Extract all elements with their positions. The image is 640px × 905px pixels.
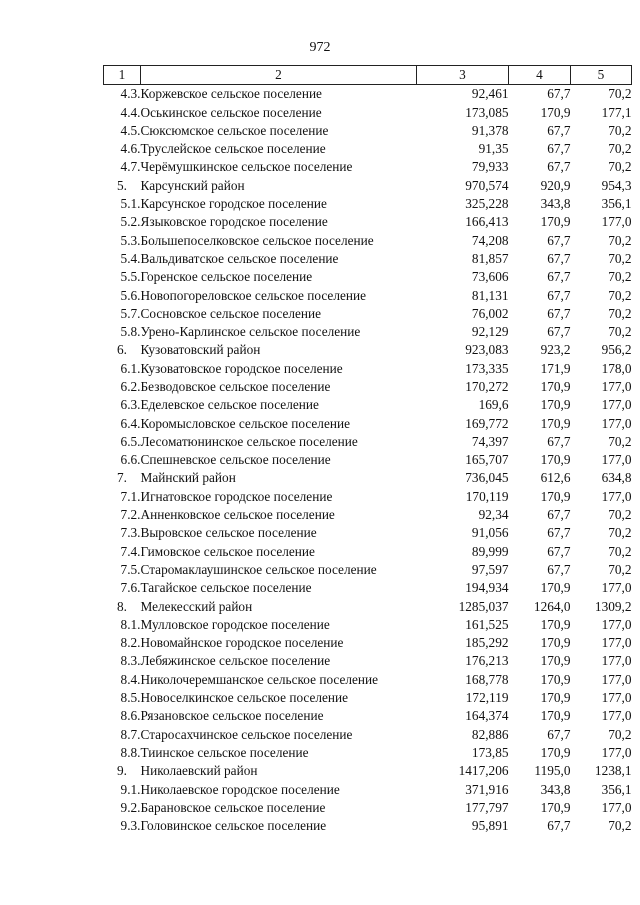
value-col5-cell: 70,2 bbox=[608, 287, 632, 303]
value-col5-cell: 1238,1 bbox=[594, 763, 632, 779]
value-col3-cell: 76,002 bbox=[471, 305, 509, 321]
value-col3-cell: 92,129 bbox=[471, 324, 509, 340]
row-number-cell: 8.7. bbox=[120, 726, 141, 742]
district-row bbox=[104, 598, 632, 616]
value-col5-cell: 70,2 bbox=[608, 86, 632, 102]
value-col4-cell: 170,9 bbox=[540, 708, 571, 724]
value-col4-cell: 67,7 bbox=[547, 250, 571, 266]
value-col4-cell: 67,7 bbox=[547, 726, 571, 742]
row-number-cell: 9.3. bbox=[120, 818, 141, 834]
row-number-cell: 5.6. bbox=[120, 287, 141, 303]
value-col4-cell: 67,7 bbox=[547, 324, 571, 340]
settlement-name-cell: Новомайнское городское поселение bbox=[140, 635, 344, 651]
header-col-1: 1 bbox=[104, 66, 141, 85]
header-col-3: 3 bbox=[417, 66, 509, 85]
settlement-name-cell: Анненковское сельское поселение bbox=[140, 507, 335, 523]
row-number-cell: 6.4. bbox=[120, 415, 141, 431]
value-col3-cell: 176,213 bbox=[465, 653, 509, 669]
settlement-name-cell: Новоселкинское сельское поселение bbox=[140, 690, 349, 706]
table-row bbox=[104, 579, 632, 597]
value-col4-cell: 67,7 bbox=[547, 543, 571, 559]
value-col5-cell: 356,1 bbox=[601, 196, 632, 212]
value-col4-cell: 343,8 bbox=[540, 196, 571, 212]
table-row bbox=[104, 744, 632, 762]
value-col5-cell: 177,0 bbox=[601, 653, 632, 669]
value-col3-cell: 95,891 bbox=[471, 818, 509, 834]
settlement-name-cell: Языковское городское поселение bbox=[140, 214, 328, 230]
row-number-cell: 8.6. bbox=[120, 708, 141, 724]
table-row bbox=[104, 360, 632, 378]
value-col5-cell: 70,2 bbox=[608, 269, 632, 285]
value-col5-cell: 70,2 bbox=[608, 305, 632, 321]
table-row bbox=[104, 305, 632, 323]
settlement-name-cell: Лесоматюнинское сельское поселение bbox=[140, 433, 358, 449]
row-number-cell: 9.2. bbox=[120, 799, 141, 815]
row-number-cell: 5.1. bbox=[120, 196, 141, 212]
district-row bbox=[104, 341, 632, 359]
settlement-name-cell: Кузоватовский район bbox=[140, 342, 261, 358]
row-number-cell: 8.5. bbox=[120, 690, 141, 706]
value-col3-cell: 173,085 bbox=[465, 104, 509, 120]
page-number: 972 bbox=[309, 40, 331, 55]
table-row bbox=[104, 543, 632, 561]
value-col3-cell: 73,606 bbox=[471, 269, 509, 285]
settlement-name-cell: Еделевское сельское поселение bbox=[140, 397, 319, 413]
table-row bbox=[104, 396, 632, 414]
value-col5-cell: 70,2 bbox=[608, 726, 632, 742]
row-number-cell: 5.7. bbox=[120, 305, 141, 321]
value-col5-cell: 178,0 bbox=[601, 360, 632, 376]
row-number-cell: 9. bbox=[117, 763, 127, 779]
value-col5-cell: 70,2 bbox=[608, 232, 632, 248]
value-col4-cell: 170,9 bbox=[540, 799, 571, 815]
value-col3-cell: 74,208 bbox=[471, 232, 509, 248]
value-col5-cell: 70,2 bbox=[608, 525, 632, 541]
value-col4-cell: 67,7 bbox=[547, 122, 571, 138]
settlement-name-cell: Сюксюмское сельское поселение bbox=[140, 122, 329, 138]
value-col4-cell: 67,7 bbox=[547, 433, 571, 449]
row-number-cell: 6.5. bbox=[120, 433, 141, 449]
value-col4-cell: 1264,0 bbox=[533, 598, 571, 614]
value-col4-cell: 170,9 bbox=[540, 214, 571, 230]
table-row bbox=[104, 104, 632, 122]
value-col4-cell: 67,7 bbox=[547, 287, 571, 303]
value-col4-cell: 67,7 bbox=[547, 525, 571, 541]
value-col5-cell: 70,2 bbox=[608, 543, 632, 559]
header-col-5: 5 bbox=[571, 66, 632, 85]
value-col4-cell: 612,6 bbox=[540, 470, 571, 486]
row-number-cell: 9.1. bbox=[120, 781, 141, 797]
value-col5-cell: 177,0 bbox=[601, 616, 632, 632]
table-row bbox=[104, 286, 632, 304]
value-col4-cell: 67,7 bbox=[547, 305, 571, 321]
row-number-cell: 8. bbox=[117, 598, 127, 614]
table-row bbox=[104, 195, 632, 213]
table-row bbox=[104, 616, 632, 634]
row-number-cell: 7.6. bbox=[120, 580, 141, 596]
settlement-name-cell: Карсунский район bbox=[140, 177, 245, 193]
value-col4-cell: 67,7 bbox=[547, 561, 571, 577]
settlement-name-cell: Мелекесский район bbox=[140, 598, 253, 614]
settlement-name-cell: Барановское сельское поселение bbox=[140, 799, 326, 815]
value-col3-cell: 1285,037 bbox=[458, 598, 509, 614]
settlement-name-cell: Новопогореловское сельское поселение bbox=[140, 287, 367, 303]
settlement-name-cell: Большепоселковское сельское поселение bbox=[140, 232, 374, 248]
value-col5-cell: 70,2 bbox=[608, 159, 632, 175]
value-col5-cell: 70,2 bbox=[608, 433, 632, 449]
value-col3-cell: 97,597 bbox=[471, 561, 509, 577]
table-row bbox=[104, 268, 632, 286]
value-col3-cell: 170,119 bbox=[465, 488, 509, 504]
value-col5-cell: 177,1 bbox=[601, 104, 632, 120]
settlement-name-cell: Коржевское сельское поселение bbox=[140, 86, 322, 102]
value-col5-cell: 177,0 bbox=[601, 415, 632, 431]
value-col4-cell: 170,9 bbox=[540, 671, 571, 687]
value-col3-cell: 1417,206 bbox=[458, 763, 509, 779]
settlement-name-cell: Кузоватовское городское поселение bbox=[140, 360, 343, 376]
value-col3-cell: 91,378 bbox=[471, 122, 509, 138]
table-row bbox=[104, 140, 632, 158]
value-col5-cell: 70,2 bbox=[608, 324, 632, 340]
value-col3-cell: 170,272 bbox=[465, 379, 509, 394]
value-col3-cell: 173,335 bbox=[465, 360, 509, 376]
value-col3-cell: 165,707 bbox=[465, 452, 509, 468]
row-number-cell: 6.3. bbox=[120, 397, 141, 413]
value-col4-cell: 170,9 bbox=[540, 744, 571, 760]
value-col3-cell: 371,916 bbox=[465, 781, 509, 797]
value-col4-cell: 170,9 bbox=[540, 488, 571, 504]
value-col4-cell: 1195,0 bbox=[534, 763, 571, 779]
settlement-name-cell: Головинское сельское поселение bbox=[140, 818, 327, 834]
value-col3-cell: 923,083 bbox=[465, 342, 509, 358]
table-row bbox=[104, 451, 632, 469]
value-col3-cell: 79,933 bbox=[471, 159, 509, 175]
row-number-cell: 6.2. bbox=[120, 379, 141, 394]
table-row bbox=[104, 122, 632, 140]
row-number-cell: 8.2. bbox=[120, 635, 141, 651]
value-col4-cell: 170,9 bbox=[540, 452, 571, 468]
value-col5-cell: 177,0 bbox=[601, 799, 632, 815]
value-col5-cell: 177,0 bbox=[601, 488, 632, 504]
value-col3-cell: 92,34 bbox=[478, 507, 509, 523]
value-col5-cell: 356,1 bbox=[601, 781, 632, 797]
value-col5-cell: 177,0 bbox=[601, 214, 632, 230]
value-col4-cell: 170,9 bbox=[540, 653, 571, 669]
row-number-cell: 6.1. bbox=[120, 360, 141, 376]
value-col3-cell: 89,999 bbox=[471, 543, 509, 559]
table-row bbox=[104, 378, 632, 396]
table-row bbox=[104, 323, 632, 341]
value-col4-cell: 67,7 bbox=[547, 141, 571, 157]
value-col5-cell: 1309,2 bbox=[594, 598, 632, 614]
table-row bbox=[104, 671, 632, 689]
value-col3-cell: 169,772 bbox=[465, 415, 509, 431]
table-row bbox=[104, 726, 632, 744]
value-col5-cell: 70,2 bbox=[608, 561, 632, 577]
table-row bbox=[104, 158, 632, 176]
value-col3-cell: 164,374 bbox=[465, 708, 509, 724]
table-row bbox=[104, 488, 632, 506]
row-number-cell: 6.6. bbox=[120, 452, 141, 468]
settlement-name-cell: Николаевское городское поселение bbox=[140, 781, 340, 797]
value-col3-cell: 194,934 bbox=[465, 580, 509, 596]
value-col3-cell: 169,6 bbox=[478, 397, 509, 413]
value-col3-cell: 91,056 bbox=[471, 525, 509, 541]
value-col5-cell: 634,8 bbox=[601, 470, 632, 486]
settlement-name-cell: Лебяжинское сельское поселение bbox=[140, 653, 331, 669]
value-col4-cell: 67,7 bbox=[547, 507, 571, 523]
value-col4-cell: 170,9 bbox=[540, 415, 571, 431]
value-col4-cell: 67,7 bbox=[547, 159, 571, 175]
row-number-cell: 5. bbox=[117, 177, 127, 193]
allocation-table bbox=[103, 65, 632, 835]
row-number-cell: 7.3. bbox=[120, 525, 141, 541]
value-col3-cell: 185,292 bbox=[465, 635, 509, 651]
value-col5-cell: 177,0 bbox=[601, 690, 632, 706]
table-row bbox=[104, 524, 632, 542]
value-col4-cell: 171,9 bbox=[540, 360, 571, 376]
value-col4-cell: 343,8 bbox=[540, 781, 571, 797]
value-col4-cell: 170,9 bbox=[540, 690, 571, 706]
value-col4-cell: 170,9 bbox=[540, 580, 571, 596]
header-col-4: 4 bbox=[509, 66, 571, 85]
row-number-cell: 5.8. bbox=[120, 324, 141, 340]
table-row bbox=[104, 250, 632, 268]
table-row bbox=[104, 213, 632, 231]
row-number-cell: 8.1. bbox=[120, 616, 141, 632]
value-col4-cell: 170,9 bbox=[540, 635, 571, 651]
value-col5-cell: 177,0 bbox=[601, 452, 632, 468]
value-col3-cell: 161,525 bbox=[465, 616, 509, 632]
header-col-2: 2 bbox=[141, 66, 417, 85]
table-row bbox=[104, 415, 632, 433]
district-row bbox=[104, 177, 632, 195]
value-col4-cell: 67,7 bbox=[547, 269, 571, 285]
row-number-cell: 6. bbox=[117, 342, 127, 358]
value-col3-cell: 173,85 bbox=[471, 744, 509, 760]
value-col4-cell: 67,7 bbox=[547, 818, 571, 834]
settlement-name-cell: Гимовское сельское поселение bbox=[140, 543, 315, 559]
table-row bbox=[104, 817, 632, 835]
value-col4-cell: 67,7 bbox=[547, 86, 571, 102]
settlement-name-cell: Николочеремшанское сельское поселение bbox=[140, 671, 379, 687]
table-row bbox=[104, 780, 632, 798]
table-row bbox=[104, 634, 632, 652]
row-number-cell: 7.5. bbox=[120, 561, 141, 577]
value-col3-cell: 177,797 bbox=[465, 799, 509, 815]
row-number-cell: 8.4. bbox=[120, 671, 141, 687]
row-number-cell: 4.5. bbox=[120, 122, 141, 138]
value-col5-cell: 956,2 bbox=[601, 342, 632, 358]
row-number-cell: 8.3. bbox=[120, 653, 141, 669]
settlement-name-cell: Игнатовское городское поселение bbox=[140, 488, 333, 504]
row-number-cell: 5.2. bbox=[120, 214, 141, 230]
row-number-cell: 7.4. bbox=[120, 543, 141, 559]
table-row bbox=[104, 652, 632, 670]
table-row bbox=[104, 433, 632, 451]
value-col4-cell: 67,7 bbox=[547, 232, 571, 248]
value-col3-cell: 970,574 bbox=[465, 177, 509, 193]
value-col3-cell: 82,886 bbox=[471, 726, 509, 742]
settlement-name-cell: Спешневское сельское поселение bbox=[140, 452, 331, 468]
row-number-cell: 4.4. bbox=[120, 104, 141, 120]
value-col4-cell: 170,9 bbox=[540, 104, 571, 120]
value-col5-cell: 177,0 bbox=[601, 708, 632, 724]
row-number-cell: 5.4. bbox=[120, 250, 141, 266]
table-row bbox=[104, 689, 632, 707]
settlement-name-cell: Вальдиватское сельское поселение bbox=[140, 250, 339, 266]
settlement-name-cell: Майнский район bbox=[140, 470, 236, 486]
settlement-name-cell: Карсунское городское поселение bbox=[140, 196, 327, 212]
value-col5-cell: 177,0 bbox=[601, 580, 632, 596]
table-body bbox=[104, 85, 632, 836]
value-col4-cell: 170,9 bbox=[540, 397, 571, 413]
value-col5-cell: 70,2 bbox=[608, 141, 632, 157]
table-row bbox=[104, 561, 632, 579]
row-number-cell: 7.2. bbox=[120, 507, 141, 523]
row-number-cell: 4.6. bbox=[120, 141, 141, 157]
table-row bbox=[104, 506, 632, 524]
value-col4-cell: 923,2 bbox=[540, 342, 571, 358]
settlement-name-cell: Труслейское сельское поселение bbox=[140, 141, 326, 157]
value-col5-cell: 177,0 bbox=[601, 379, 632, 394]
value-col4-cell: 170,9 bbox=[540, 616, 571, 632]
settlement-name-cell: Мулловское городское поселение bbox=[140, 616, 330, 632]
settlement-name-cell: Рязановское сельское поселение bbox=[140, 708, 324, 724]
value-col5-cell: 177,0 bbox=[601, 635, 632, 651]
table-row bbox=[104, 232, 632, 250]
row-number-cell: 5.5. bbox=[120, 269, 141, 285]
value-col5-cell: 177,0 bbox=[601, 397, 632, 413]
value-col5-cell: 70,2 bbox=[608, 507, 632, 523]
value-col5-cell: 177,0 bbox=[601, 671, 632, 687]
value-col5-cell: 70,2 bbox=[608, 122, 632, 138]
settlement-name-cell: Черёмушкинское сельское поселение bbox=[140, 159, 353, 175]
row-number-cell: 8.8. bbox=[120, 744, 141, 760]
value-col5-cell: 70,2 bbox=[608, 818, 632, 834]
settlement-name-cell: Николаевский район bbox=[140, 763, 258, 779]
value-col3-cell: 81,857 bbox=[471, 250, 509, 266]
value-col3-cell: 736,045 bbox=[465, 470, 509, 486]
settlement-name-cell: Тагайское сельское поселение bbox=[140, 580, 312, 596]
value-col3-cell: 168,778 bbox=[465, 671, 509, 687]
settlement-name-cell: Урено-Карлинское сельское поселение bbox=[140, 324, 361, 340]
settlement-name-cell: Коромысловское сельское поселение bbox=[140, 415, 350, 431]
value-col3-cell: 92,461 bbox=[471, 86, 509, 102]
settlement-name-cell: Сосновское сельское поселение bbox=[140, 305, 322, 321]
value-col3-cell: 74,397 bbox=[471, 433, 509, 449]
row-number-cell: 5.3. bbox=[120, 232, 141, 248]
row-number-cell: 7. bbox=[117, 470, 127, 486]
value-col3-cell: 166,413 bbox=[465, 214, 509, 230]
table-row bbox=[104, 799, 632, 817]
settlement-name-cell: Безводовское сельское поселение bbox=[140, 379, 331, 394]
district-row bbox=[104, 469, 632, 487]
value-col5-cell: 177,0 bbox=[601, 744, 632, 760]
district-row bbox=[104, 762, 632, 780]
value-col5-cell: 70,2 bbox=[608, 250, 632, 266]
settlement-name-cell: Тиинское сельское поселение bbox=[140, 744, 309, 760]
header-row bbox=[104, 66, 632, 85]
value-col3-cell: 325,228 bbox=[465, 196, 509, 212]
settlement-name-cell: Старомаклаушинское сельское поселение bbox=[140, 561, 377, 577]
row-number-cell: 4.3. bbox=[120, 86, 141, 102]
value-col3-cell: 172,119 bbox=[465, 690, 509, 706]
value-col4-cell: 920,9 bbox=[540, 177, 571, 193]
settlement-name-cell: Старосахчинское сельское поселение bbox=[140, 726, 353, 742]
value-col3-cell: 81,131 bbox=[471, 287, 509, 303]
table-header bbox=[104, 66, 632, 85]
row-number-cell: 7.1. bbox=[120, 488, 141, 504]
table-row bbox=[104, 85, 632, 104]
settlement-name-cell: Выровское сельское поселение bbox=[140, 525, 317, 541]
value-col4-cell: 170,9 bbox=[540, 379, 571, 394]
settlement-name-cell: Горенское сельское поселение bbox=[140, 269, 313, 285]
value-col3-cell: 91,35 bbox=[478, 141, 509, 157]
settlement-name-cell: Оськинское сельское поселение bbox=[140, 104, 322, 120]
value-col5-cell: 954,3 bbox=[601, 177, 632, 193]
table-row bbox=[104, 707, 632, 725]
row-number-cell: 4.7. bbox=[120, 159, 141, 175]
